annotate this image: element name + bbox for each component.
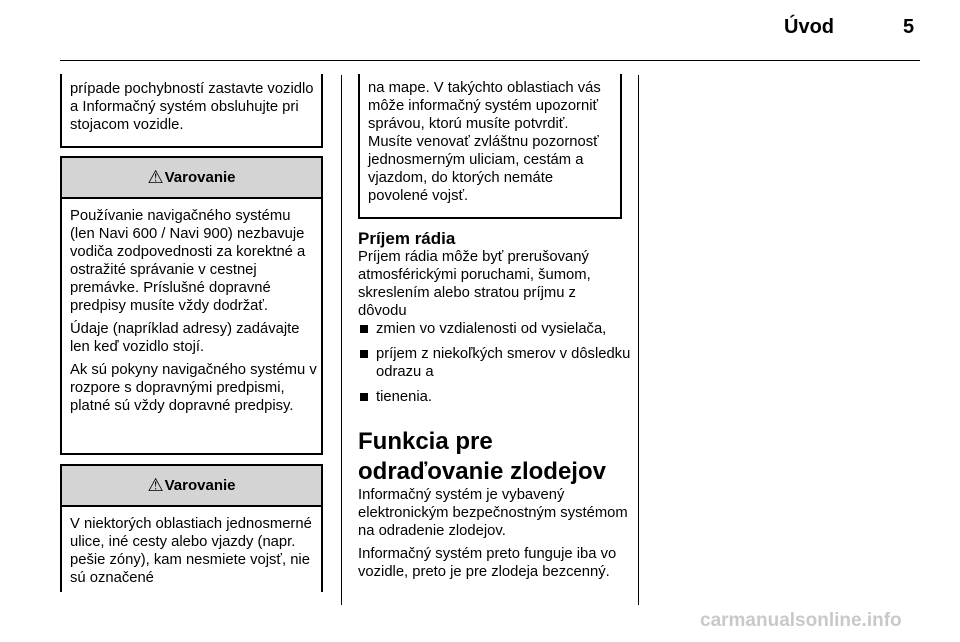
anti-theft-paragraph: Informačný systém preto funguje iba vo vozidle, preto je pre zlodeja bezcenný.: [358, 546, 617, 580]
list-item-text: príjem z niekoľkých smerov v dôsledku odrazu a: [376, 346, 631, 380]
radio-paragraph: Príjem rádia môže byť prerušovaný atmosférickými poruchami, šumom, skreslením alebo stratou príjmu z dôvodu: [358, 249, 591, 319]
section-title: Úvod: [784, 16, 834, 38]
heading-anti-theft: Funkcia pre odraďovanie zlodejov: [358, 428, 606, 485]
column-divider-2: [638, 75, 639, 605]
warning-header: [62, 158, 321, 199]
heading-radio-reception: Príjem rádia: [358, 229, 456, 248]
continued-note-box: [60, 74, 323, 148]
warning-body: [62, 507, 321, 598]
warning-paragraph: Používanie navigačného systému (len Navi 600 / Navi 900) nezbavuje vodiča zodpovednosti za korektné a ostražité správanie v cestnej premávke. Príslušné dopravné predpisy musíte vždy dodržať.: [70, 208, 306, 314]
column-divider-1: [341, 75, 342, 605]
warning-header: [62, 466, 321, 507]
bullet-square-icon: [360, 350, 368, 358]
warning-box-navigation: [60, 156, 323, 455]
list-item-text: tienenia.: [376, 389, 432, 405]
note-text: prípade pochybností zastavte vozidlo a Informačný systém obsluhujte pri stojacom vozidle.: [70, 81, 314, 133]
list-item: [358, 320, 638, 338]
note-text: na mape. V takýchto oblastiach vás môže informačný systém upozorniť správou, ktorú musíte potvrdiť. Musíte venovať zvláštnu pozornosť jednosmerným uliciam, cestám a vjazdom, do ktorých nemáte povolené vojsť.: [368, 80, 601, 204]
list-item-text: zmien vo vzdialenosti od vysielača,: [376, 321, 607, 337]
bullet-square-icon: [360, 393, 368, 401]
watermark: carmanualsonline.info: [700, 610, 902, 631]
list-item: [358, 388, 638, 406]
page-number: 5: [903, 16, 915, 38]
warning-title: Varovanie: [164, 169, 236, 186]
bullet-square-icon: [360, 325, 368, 333]
list-item: [358, 345, 638, 381]
warning-title: Varovanie: [164, 477, 236, 494]
warning-triangle-icon: ⚠: [147, 167, 164, 187]
warning-paragraph: V niektorých oblastiach jednosmerné ulice, iné cesty alebo vjazdy (napr. pešie zóny), kam nesmiete vojsť, nie sú označené: [70, 516, 312, 586]
warning-paragraph: Údaje (napríklad adresy) zadávajte len keď vozidlo stojí.: [70, 321, 300, 355]
anti-theft-paragraph: Informačný systém je vybavený elektronickým bezpečnostným systémom na odradenie zlodejov.: [358, 487, 628, 539]
header-rule: [60, 60, 920, 61]
warning-triangle-icon: ⚠: [147, 475, 164, 495]
interference-list: [358, 320, 638, 413]
warning-body: [62, 199, 321, 426]
warning-box-one-way: [60, 464, 323, 592]
continued-warning-box: [358, 74, 622, 219]
warning-paragraph: Ak sú pokyny navigačného systému v rozpore s dopravnými predpismi, platné sú vždy dopravné predpisy.: [70, 362, 317, 414]
